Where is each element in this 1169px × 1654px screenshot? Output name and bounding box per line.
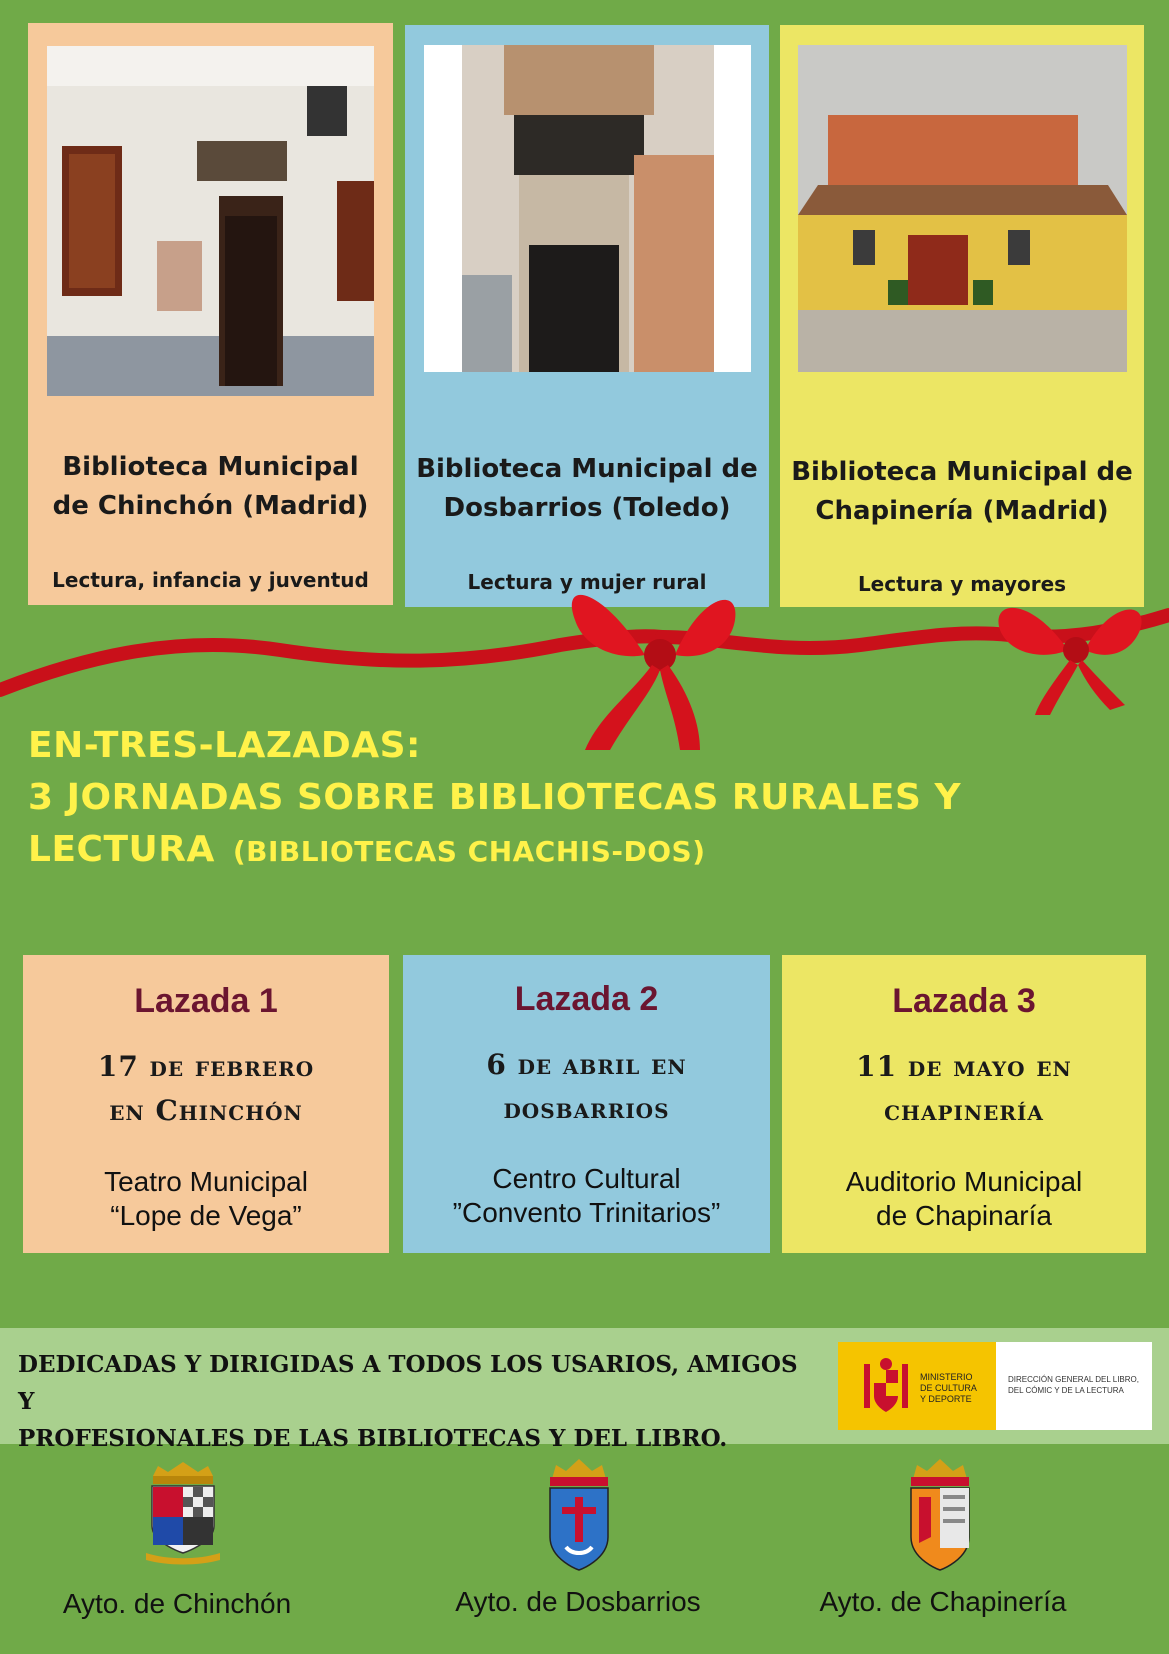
library-name-line2: Dosbarrios (Toledo) [443,493,731,523]
dedication-line2: PROFESIONALES DE LAS BIBLIOTECAS Y DEL LIBRO. [18,1425,728,1452]
library-name-line2: de Chinchón (Madrid) [52,491,369,521]
ministry-name [920,1372,977,1405]
lazada-venue-line1: Auditorio Municipal [845,1166,1083,1197]
lazada-card-2 [403,955,770,1253]
ministry-logo-yellow-block [838,1342,996,1430]
ayto-label-chinchon: Ayto. de Chinchón [62,1588,292,1619]
headline-line3 [28,824,961,878]
lazada-date [782,1045,1146,1133]
ministry-name-line3: Y DEPORTE [920,1394,972,1404]
library-name-chapineria [780,453,1144,531]
library-topic-dosbarrios: Lectura y mujer rural [467,570,707,594]
spain-coat-of-arms-icon [860,1356,912,1416]
library-name-line1: Biblioteca Municipal [62,452,359,482]
headline-line3-main: LECTURA [28,829,215,870]
ministry-name-line2: DE CULTURA [920,1383,977,1393]
dedication-text [18,1346,818,1457]
lazada-title: Lazada 3 [892,982,1036,1020]
ribbon-bow-right [998,608,1141,715]
directorate-line2: DEL CÓMIC Y DE LA LECTURA [1008,1386,1124,1395]
library-name-line2: Chapinería (Madrid) [815,496,1109,526]
lazada-date [403,1043,770,1131]
lazada-venue-line2: de Chapinaría [876,1200,1052,1231]
lazada-venue-line1: Teatro Municipal [104,1166,308,1197]
event-headline [28,720,961,878]
lazada-title: Lazada 2 [514,980,659,1018]
library-topic-chapineria: Lectura y mayores [857,572,1067,596]
library-name-dosbarrios [405,450,769,528]
dedication-line1: DEDICADAS Y DIRIGIDAS A TODOS LOS USARIOS, AMIGOS Y [18,1351,798,1415]
lazada-venue [23,1165,389,1233]
lazada-date-line1: 11 de mayo en [856,1050,1072,1083]
lazada-date-line1: 17 de febrero [97,1050,315,1083]
headline-line1: EN-TRES-LAZADAS: [28,725,421,766]
directorate-line1: DIRECCIÓN GENERAL DEL LIBRO, [1008,1375,1139,1384]
library-card-chinchon [28,23,393,605]
directorate-name [1008,1374,1139,1396]
library-photo-chapineria [798,45,1127,372]
library-name-line1: Biblioteca Municipal de [416,454,758,484]
ministry-name-line1: MINISTERIO [920,1372,973,1382]
chapineria-crest-icon [905,1455,975,1575]
ministry-logo [838,1342,1152,1430]
lazada-date [23,1045,389,1133]
ayto-label-dosbarrios: Ayto. de Dosbarrios [455,1586,701,1617]
lazada-venue-line1: Centro Cultural [492,1163,681,1194]
library-card-dosbarrios [405,25,769,607]
chinchon-crest-icon [138,1458,228,1568]
library-photo-chinchon [47,46,374,396]
lazada-date-line2: chapinería [884,1094,1044,1127]
library-card-chapineria [780,25,1144,607]
headline-line3-subtitle: (BIBLIOTECAS CHACHIS-DOS) [232,835,706,868]
library-photo-dosbarrios [424,45,751,372]
lazada-venue-line2: ”Convento Trinitarios” [452,1197,721,1228]
lazada-venue [403,1162,770,1230]
library-topic-chinchon: Lectura, infancia y juventud [52,568,369,592]
lazada-venue [782,1165,1146,1233]
library-name-line1: Biblioteca Municipal de [791,457,1133,487]
lazada-title: Lazada 1 [134,982,278,1020]
lazada-card-1 [23,955,389,1253]
lazada-date-line2: dosbarrios [503,1092,670,1125]
lazada-card-3 [782,955,1146,1253]
headline-line2: 3 JORNADAS SOBRE BIBLIOTECAS RURALES Y [28,777,962,818]
lazada-venue-line2: “Lope de Vega” [110,1200,302,1231]
ayto-label-chapineria: Ayto. de Chapinería [819,1586,1067,1617]
library-name-chinchon [28,448,393,526]
lazada-date-line2: en Chinchón [109,1094,303,1127]
dosbarrios-crest-icon [544,1455,614,1575]
lazada-date-line1: 6 de abril en [486,1048,687,1081]
